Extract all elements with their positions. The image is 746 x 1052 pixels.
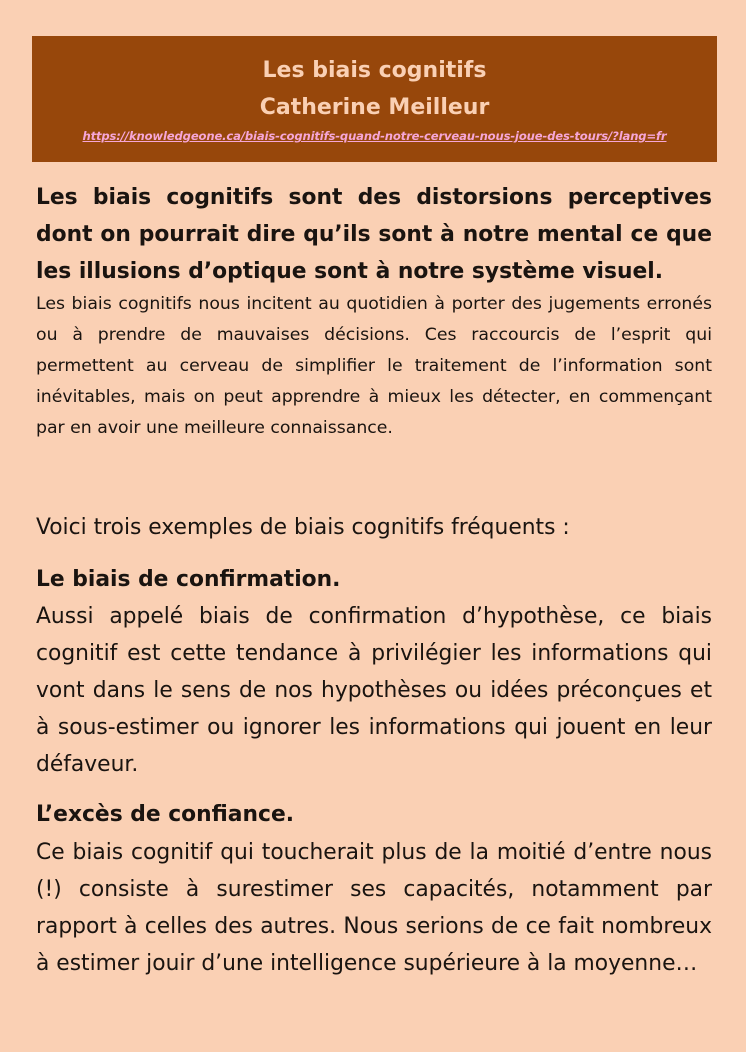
- lead-paragraph: Les biais cognitifs sont des distorsions perceptives dont on pourrait dire qu’ils sont à notre mental ce que les illusions d’optique sont à notre système visuel.: [36, 185, 712, 284]
- examples-intro: Voici trois exemples de biais cognitifs fréquents :: [36, 515, 570, 540]
- source-link[interactable]: https://knowledgeone.ca/biais-cognitifs-quand-notre-cerveau-nous-joue-des-tours/?lang=fr: [82, 129, 667, 143]
- bias-title-confirmation: Le biais de confirmation.: [36, 567, 341, 592]
- bias-text-overconfidence: Ce biais cognitif qui toucherait plus de la moitié d’entre nous (!) consiste à surestimer ses capacités, notamment par rapport à celles des autres. Nous serions de ce fait nombreux à estimer jouir d’une intelligence supérieure à la moyenne…: [36, 840, 712, 976]
- title-banner: [32, 36, 717, 162]
- bias-title-overconfidence: L’excès de confiance.: [36, 802, 295, 827]
- bias-text-confirmation: Aussi appelé biais de confirmation d’hypothèse, ce biais cognitif est cette tendance à privilégier les informations qui vont dans le sens de nos hypothèses ou idées préconçues et à sous-estimer ou ignorer les informations qui jouent en leur défaveur.: [36, 604, 712, 777]
- intro-paragraph: Les biais cognitifs nous incitent au quotidien à porter des jugements erronés ou à prendre de mauvaises décisions. Ces raccourcis de l’esprit qui permettent au cerveau de simplifier le traitement de l’information sont inévitables, mais on peut apprendre à mieux les détecter, en commençant par en avoir une meilleure connaissance.: [36, 294, 712, 438]
- document-title: Les biais cognitifs: [262, 58, 487, 83]
- author-name: Catherine Meilleur: [259, 95, 490, 120]
